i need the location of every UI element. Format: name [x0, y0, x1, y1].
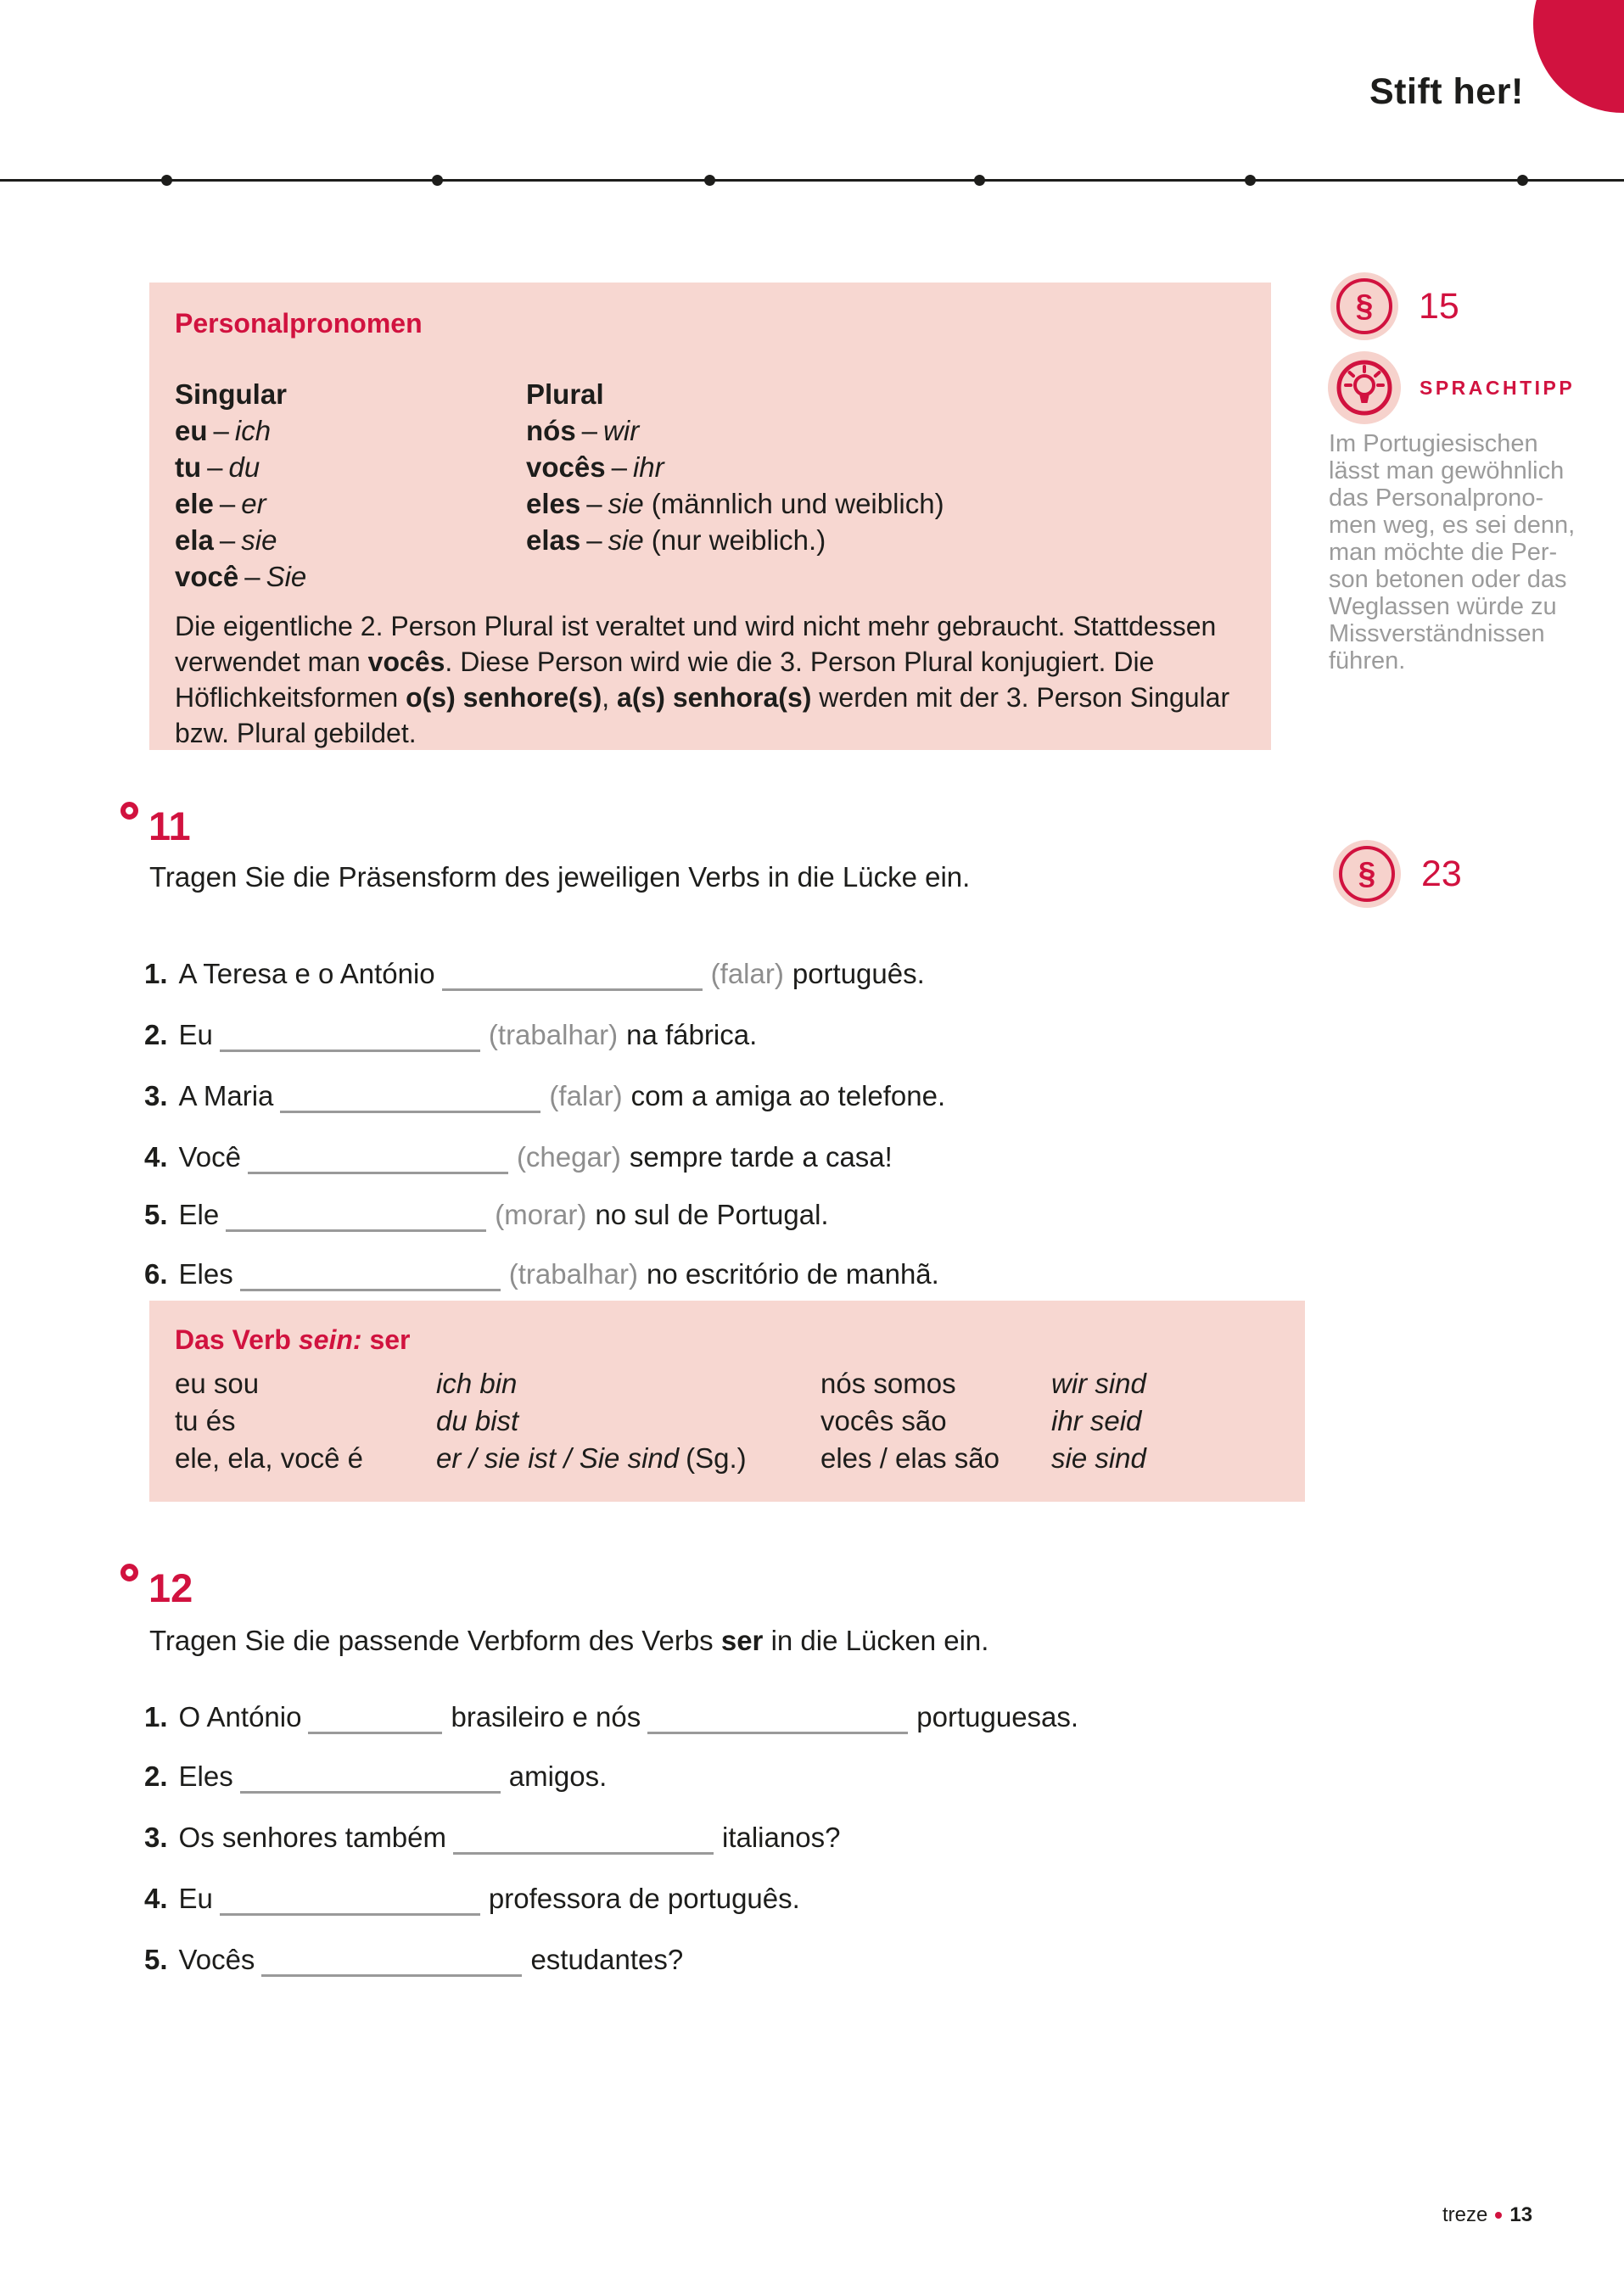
paragraph-reference-15 [1330, 272, 1459, 340]
verb-ser-box [149, 1301, 1305, 1502]
exercise-12-item-3: 3. Os senhores também italianos? [144, 1822, 841, 1853]
lightbulb-icon [1328, 351, 1401, 424]
pronoun-columns [175, 376, 1246, 595]
exercise-marker [120, 802, 138, 820]
page-footer [1442, 2203, 1532, 2227]
ruler-line [0, 179, 1624, 182]
page-title: Stift her! [1369, 71, 1524, 112]
ruler-dot [974, 175, 985, 186]
fill-in-blank [248, 1160, 508, 1174]
pronoun-row: eles – sie (männlich und weiblich) [526, 488, 944, 519]
pronoun-row: eu – ich [175, 415, 272, 446]
singular-header: Singular [175, 378, 288, 410]
fill-in-blank [240, 1277, 501, 1291]
plural-column [526, 376, 1246, 595]
exercise-11-item-6: 6. Eles (trabalhar) no escritório de manhã. [144, 1258, 939, 1290]
paragraph-badge [1330, 272, 1398, 340]
paragraph-ring [1336, 278, 1392, 334]
paragraph-icon: § [1358, 855, 1376, 891]
exercise-12-instruction: Tragen Sie die passende Verbform des Verbs ser in die Lücken ein. [149, 1625, 989, 1656]
fill-in-blank [280, 1099, 540, 1113]
ruler-dot [161, 175, 172, 186]
page-number: 13 [1509, 2203, 1533, 2226]
pronoun-row: ela – sie [175, 524, 277, 556]
sprachtipp-label: SPRACHTIPP [1420, 376, 1576, 399]
footer-bullet [1495, 2212, 1502, 2219]
exercise-12-item-4: 4. Eu professora de português. [144, 1883, 800, 1914]
exercise-12-item-2: 2. Eles amigos. [144, 1760, 608, 1792]
box-title: Das Verb sein: ser [175, 1324, 411, 1355]
fill-in-blank [308, 1720, 442, 1734]
exercise-11-item-2: 2. Eu (trabalhar) na fábrica. [144, 1019, 758, 1050]
pronoun-row: você – Sie [175, 561, 307, 592]
pronoun-row: vocês – ihr [526, 451, 664, 483]
page-word: treze [1442, 2203, 1488, 2226]
exercise-11-item-4: 4. Você (chegar) sempre tarde a casa! [144, 1141, 893, 1173]
exercise-12-item-5: 5. Vocês estudantes? [144, 1944, 684, 1975]
exercise-11-instruction: Tragen Sie die Präsensform des jeweiligen Verbs in die Lücke ein. [149, 861, 971, 893]
fill-in-blank [453, 1840, 714, 1855]
ruler-dot [432, 175, 443, 186]
tip-badge [1328, 351, 1401, 424]
pronoun-row: elas – sie (nur weiblich.) [526, 524, 826, 556]
personal-pronouns-box [149, 283, 1271, 750]
pronoun-note-paragraph: Die eigentliche 2. Person Plural ist veraltet und wird nicht mehr gebraucht. Stattdessen verwendet man vocês. Diese Person wird wie die 3. Person Plural konjugiert. Die Höflichkeitsformen o(s) senhore(s), a(s) senhora(s) werden mit der 3. Person Singular bzw. Plural gebildet. [175, 611, 1230, 748]
exercise-11-item-5: 5. Ele (morar) no sul de Portugal. [144, 1199, 829, 1230]
fill-in-blank [240, 1779, 501, 1794]
fill-in-blank [226, 1217, 486, 1232]
paragraph-ref-number: 23 [1421, 853, 1462, 894]
exercise-marker [120, 1564, 138, 1581]
singular-column [175, 376, 526, 595]
ruler-dot [1245, 175, 1256, 186]
box-title: Personalpronomen [175, 308, 423, 339]
exercise-12-item-1: 1. O António brasileiro e nós portuguesas. [144, 1701, 1079, 1732]
paragraph-ref-number: 15 [1419, 285, 1459, 327]
verb-table-row: tu és du bist vocês são ihr seid [175, 1405, 1142, 1436]
paragraph-icon: § [1355, 288, 1374, 323]
exercise-11-item-1: 1. A Teresa e o António (falar) português. [144, 958, 925, 989]
sprachtipp-header [1328, 351, 1575, 424]
exercise-11-number: 11 [148, 803, 191, 848]
exercise-12-number: 12 [148, 1565, 193, 1610]
verb-table-row: ele, ela, você é er / sie ist / Sie sind (Sg.) eles / elas são sie sind [175, 1442, 1146, 1474]
ruler-dot [704, 175, 715, 186]
fill-in-blank [261, 1962, 522, 1977]
corner-circle-decoration [1533, 0, 1624, 113]
pronoun-row: tu – du [175, 451, 260, 483]
pronoun-row: ele – er [175, 488, 266, 519]
ruler-dot [1517, 175, 1528, 186]
fill-in-blank [442, 977, 703, 991]
paragraph-ring [1339, 846, 1395, 902]
fill-in-blank [220, 1901, 480, 1916]
sprachtipp-text: Im Portugiesischen lässt man gewöhnlich das Personalprono- men weg, es sei denn, man möchte die Per- son betonen oder das Weglassen würde zu Missverständnissen führen. [1329, 430, 1576, 675]
paragraph-reference-23 [1333, 840, 1462, 908]
fill-in-blank [647, 1720, 908, 1734]
plural-header: Plural [526, 378, 604, 410]
exercise-11-item-3: 3. A Maria (falar) com a amiga ao telefone. [144, 1080, 946, 1111]
paragraph-badge [1333, 840, 1401, 908]
pronoun-row: nós – wir [526, 415, 640, 446]
fill-in-blank [220, 1038, 480, 1052]
verb-table-row: eu sou ich bin nós somos wir sind [175, 1368, 1146, 1399]
